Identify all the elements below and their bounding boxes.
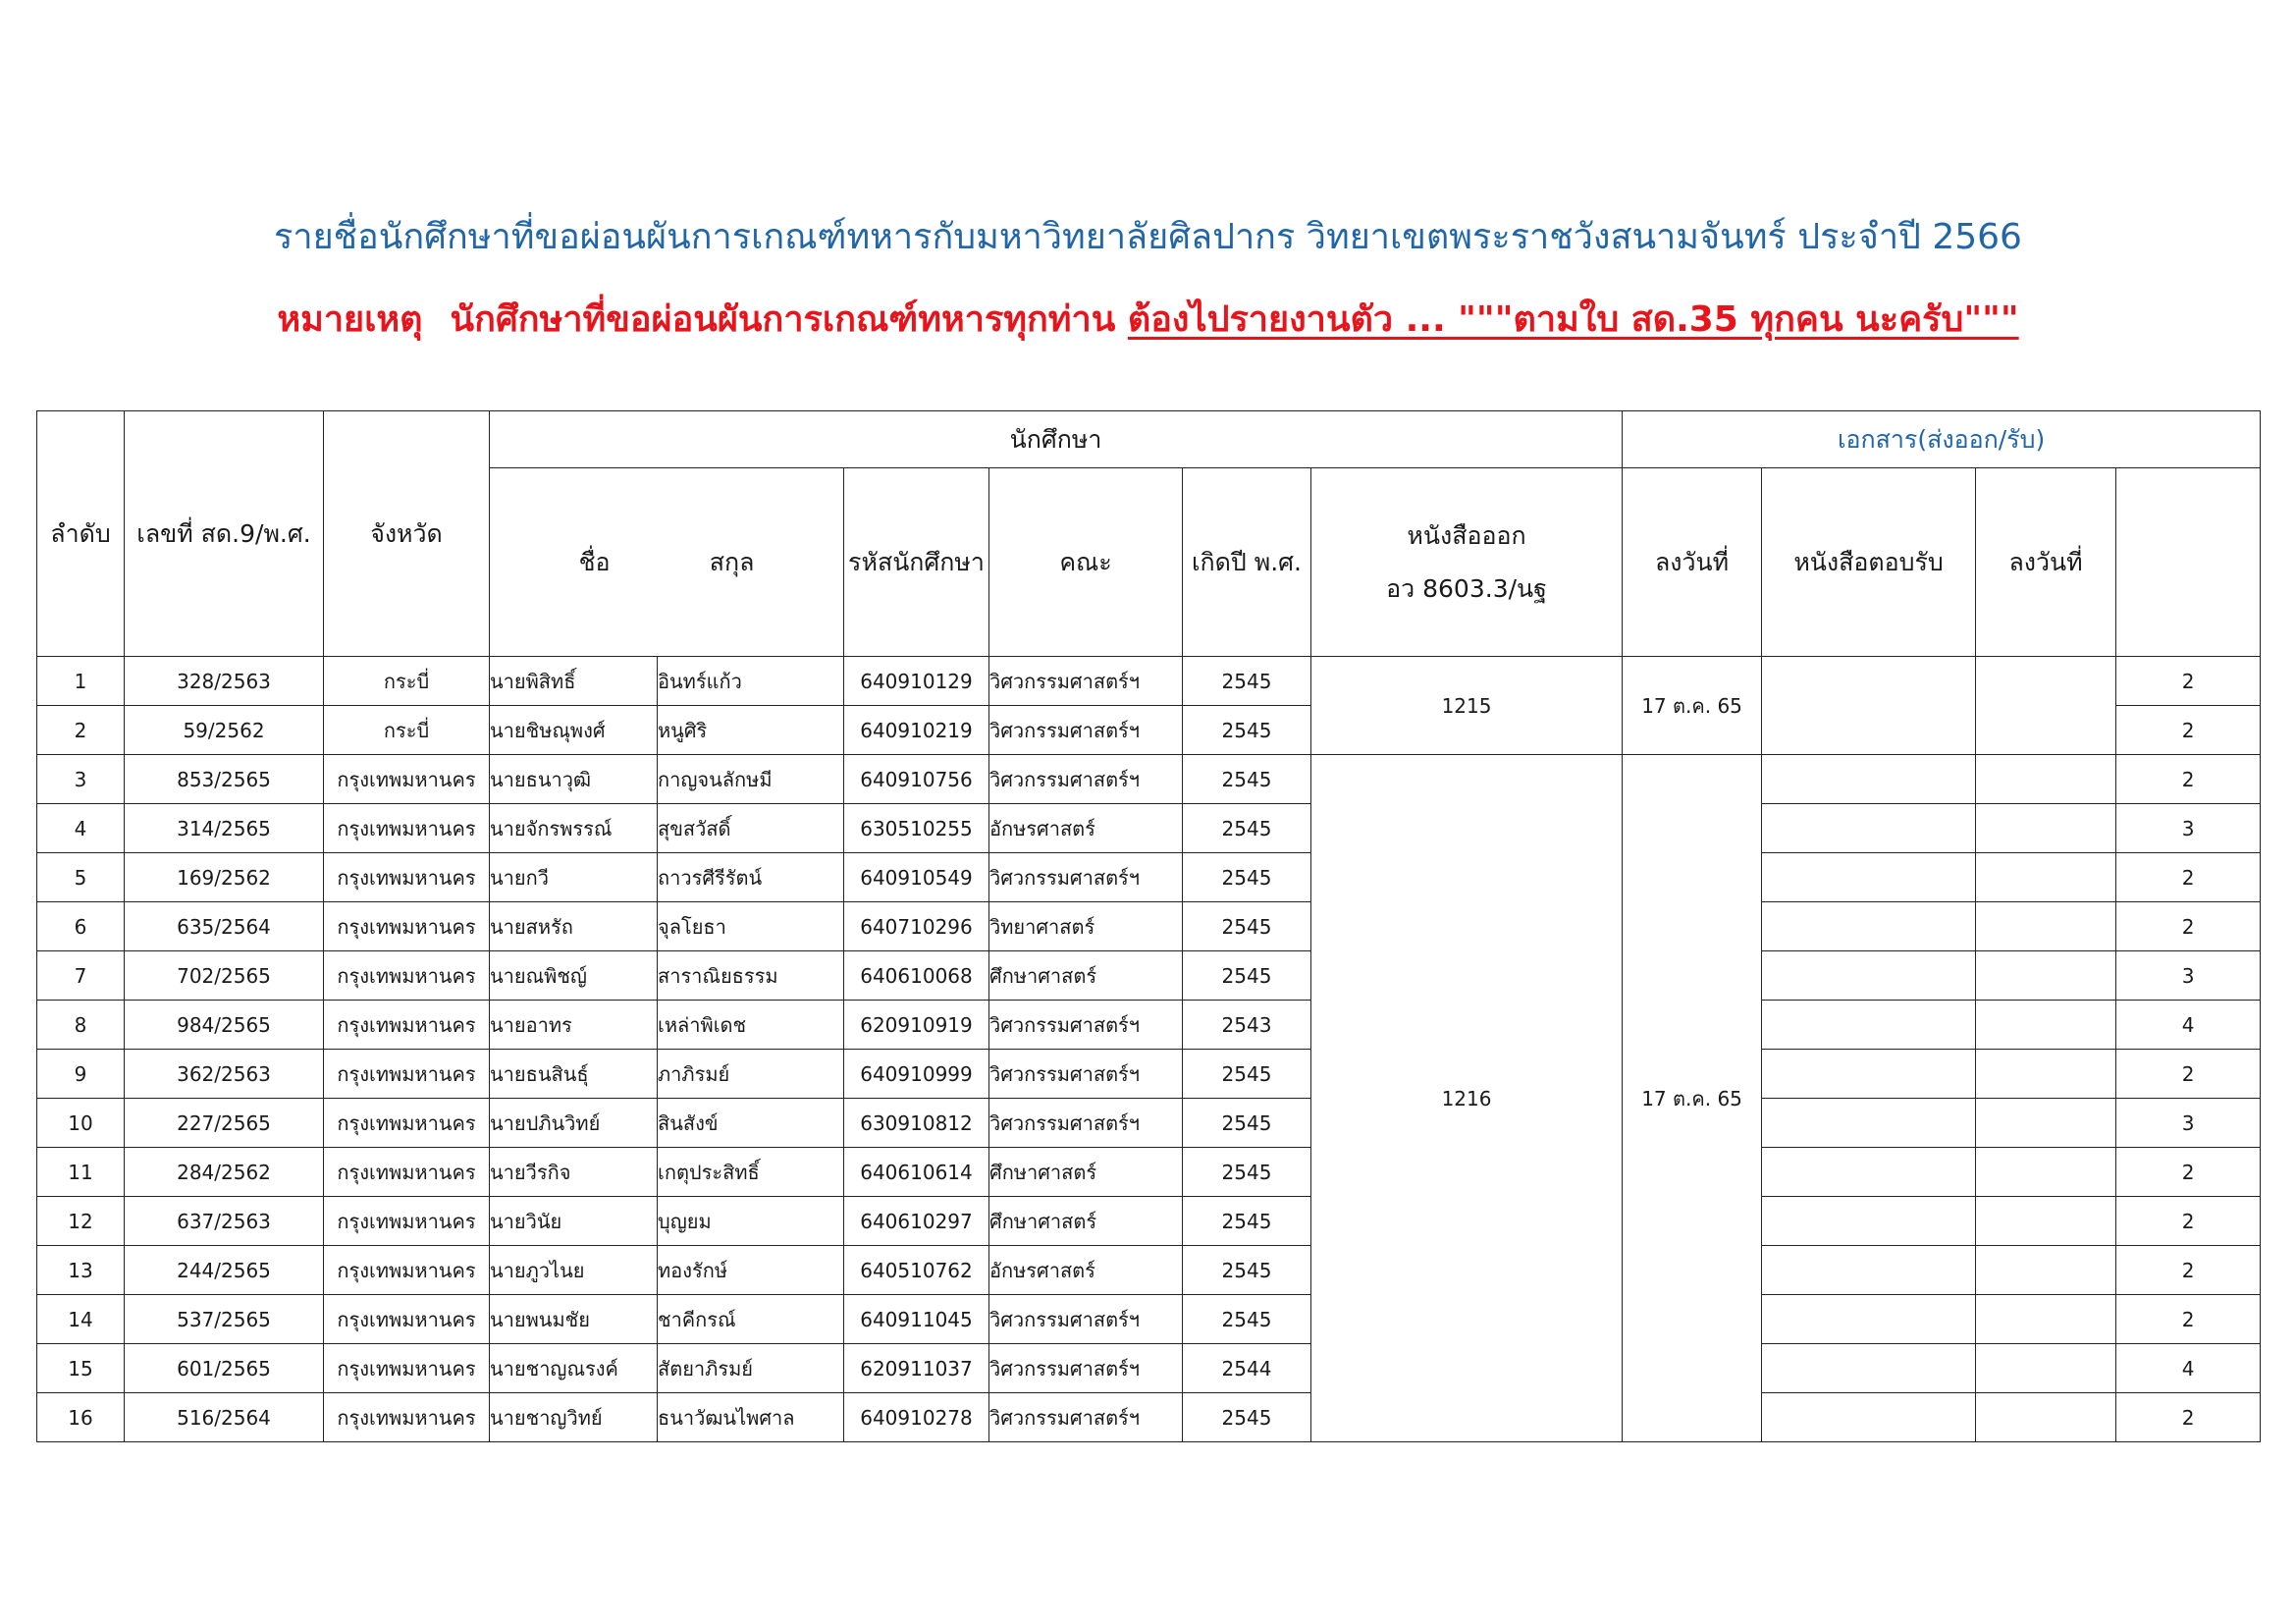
- header-birth-year: เกิดปี พ.ศ.: [1183, 468, 1311, 657]
- cell-seq: 5: [37, 853, 125, 902]
- cell-date-reply: [1976, 1001, 2116, 1050]
- cell-first-name: นายณพิชญ์: [490, 951, 658, 1001]
- cell-birth-year: 2545: [1183, 804, 1311, 853]
- cell-doc-reply: [1762, 1099, 1976, 1148]
- cell-date-reply: [1976, 755, 2116, 804]
- cell-date-reply: [1976, 853, 2116, 902]
- cell-doc-reply: [1762, 755, 1976, 804]
- header-province: จังหวัด: [324, 411, 490, 657]
- table-row: [37, 804, 2261, 853]
- cell-student-id: 640610297: [844, 1197, 989, 1246]
- cell-doc-reply: [1762, 1050, 1976, 1099]
- cell-doc-reply: [1762, 657, 1976, 755]
- cell-first-name: นายชาญณรงค์: [490, 1344, 658, 1393]
- cell-first-name: นายชิษณุพงศ์: [490, 706, 658, 755]
- cell-faculty: วิศวกรรมศาสตร์ฯ: [989, 1393, 1183, 1442]
- cell-province: กรุงเทพมหานคร: [324, 1099, 490, 1148]
- cell-province: กรุงเทพมหานคร: [324, 804, 490, 853]
- cell-seq: 12: [37, 1197, 125, 1246]
- header-doc-reply: หนังสือตอบรับ: [1762, 468, 1976, 657]
- cell-faculty: ศึกษาศาสตร์: [989, 1197, 1183, 1246]
- cell-year-level: 2: [2116, 853, 2261, 902]
- cell-first-name: นายวินัย: [490, 1197, 658, 1246]
- cell-year-level: 2: [2116, 1393, 2261, 1442]
- cell-last-name: ธนาวัฒนไพศาล: [658, 1393, 844, 1442]
- cell-birth-year: 2545: [1183, 1099, 1311, 1148]
- table-row: [37, 1393, 2261, 1442]
- cell-sd9: 537/2565: [125, 1295, 324, 1344]
- cell-student-id: 640510762: [844, 1246, 989, 1295]
- header-student-group: นักศึกษา: [490, 411, 1623, 468]
- cell-faculty: วิศวกรรมศาสตร์ฯ: [989, 1001, 1183, 1050]
- cell-province: กรุงเทพมหานคร: [324, 1246, 490, 1295]
- cell-birth-year: 2544: [1183, 1344, 1311, 1393]
- cell-date-reply: [1976, 1197, 2116, 1246]
- cell-year-level: 3: [2116, 804, 2261, 853]
- student-table: [36, 410, 2261, 1442]
- cell-date-reply: [1976, 1344, 2116, 1393]
- cell-year-level: 2: [2116, 902, 2261, 951]
- cell-sd9: 244/2565: [125, 1246, 324, 1295]
- cell-province: กรุงเทพมหานคร: [324, 951, 490, 1001]
- cell-date-reply: [1976, 1393, 2116, 1442]
- table-row: [37, 657, 2261, 706]
- cell-year-level: 4: [2116, 1344, 2261, 1393]
- cell-sd9: 227/2565: [125, 1099, 324, 1148]
- cell-first-name: นายสหรัถ: [490, 902, 658, 951]
- cell-birth-year: 2545: [1183, 1050, 1311, 1099]
- cell-date-reply: [1976, 951, 2116, 1001]
- cell-year-level: 2: [2116, 1050, 2261, 1099]
- cell-year-level: 2: [2116, 657, 2261, 706]
- cell-date-reply: [1976, 902, 2116, 951]
- cell-birth-year: 2545: [1183, 755, 1311, 804]
- cell-doc-reply: [1762, 1001, 1976, 1050]
- student-rows: [37, 657, 2261, 1442]
- cell-sd9: 284/2562: [125, 1148, 324, 1197]
- cell-last-name: อินทร์แก้ว: [658, 657, 844, 706]
- table-row: [37, 1099, 2261, 1148]
- header-docs-group: เอกสาร(ส่งออก/รับ): [1623, 411, 2261, 468]
- cell-province: กรุงเทพมหานคร: [324, 853, 490, 902]
- cell-birth-year: 2545: [1183, 1246, 1311, 1295]
- cell-student-id: 630910812: [844, 1099, 989, 1148]
- header-doc-out-line1: หนังสือออก: [1407, 520, 1526, 550]
- cell-sd9: 984/2565: [125, 1001, 324, 1050]
- table-row: [37, 902, 2261, 951]
- header-seq: ลำดับ: [37, 411, 125, 657]
- table-row: [37, 853, 2261, 902]
- table-row: [37, 1344, 2261, 1393]
- cell-seq: 7: [37, 951, 125, 1001]
- cell-birth-year: 2543: [1183, 1001, 1311, 1050]
- cell-seq: 15: [37, 1344, 125, 1393]
- cell-doc-reply: [1762, 902, 1976, 951]
- cell-birth-year: 2545: [1183, 853, 1311, 902]
- cell-last-name: ทองรักษ์: [658, 1246, 844, 1295]
- cell-faculty: วิศวกรรมศาสตร์ฯ: [989, 755, 1183, 804]
- cell-first-name: นายธนสินธุ์: [490, 1050, 658, 1099]
- cell-last-name: หนูศิริ: [658, 706, 844, 755]
- cell-province: กรุงเทพมหานคร: [324, 1393, 490, 1442]
- cell-faculty: ศึกษาศาสตร์: [989, 951, 1183, 1001]
- cell-doc-reply: [1762, 1148, 1976, 1197]
- table-row: [37, 1295, 2261, 1344]
- cell-province: กรุงเทพมหานคร: [324, 1344, 490, 1393]
- cell-seq: 10: [37, 1099, 125, 1148]
- cell-province: กรุงเทพมหานคร: [324, 1148, 490, 1197]
- cell-doc-reply: [1762, 1295, 1976, 1344]
- cell-birth-year: 2545: [1183, 1197, 1311, 1246]
- cell-sd9: 314/2565: [125, 804, 324, 853]
- table-row: [37, 1197, 2261, 1246]
- cell-doc-out-number: 1216: [1311, 755, 1623, 1442]
- cell-sd9: 702/2565: [125, 951, 324, 1001]
- cell-doc-out-date: 17 ต.ค. 65: [1623, 755, 1762, 1442]
- cell-first-name: นายภูวไนย: [490, 1246, 658, 1295]
- cell-doc-reply: [1762, 1246, 1976, 1295]
- cell-last-name: บุญยม: [658, 1197, 844, 1246]
- cell-year-level: 2: [2116, 755, 2261, 804]
- cell-first-name: นายปภินวิทย์: [490, 1099, 658, 1148]
- cell-student-id: 640910129: [844, 657, 989, 706]
- cell-sd9: 637/2563: [125, 1197, 324, 1246]
- cell-sd9: 601/2565: [125, 1344, 324, 1393]
- table-row: [37, 1050, 2261, 1099]
- cell-sd9: 362/2563: [125, 1050, 324, 1099]
- cell-date-reply: [1976, 1148, 2116, 1197]
- header-faculty: คณะ: [989, 468, 1183, 657]
- cell-last-name: จุลโยธา: [658, 902, 844, 951]
- cell-first-name: นายพนมชัย: [490, 1295, 658, 1344]
- cell-first-name: นายอาทร: [490, 1001, 658, 1050]
- cell-student-id: 640910278: [844, 1393, 989, 1442]
- cell-seq: 16: [37, 1393, 125, 1442]
- cell-student-id: 640710296: [844, 902, 989, 951]
- cell-student-id: 640610614: [844, 1148, 989, 1197]
- table-row: [37, 1148, 2261, 1197]
- cell-date-reply: [1976, 1246, 2116, 1295]
- cell-sd9: 59/2562: [125, 706, 324, 755]
- cell-year-level: 2: [2116, 1197, 2261, 1246]
- cell-student-id: 620911037: [844, 1344, 989, 1393]
- cell-faculty: วิศวกรรมศาสตร์ฯ: [989, 706, 1183, 755]
- header-last-name: สกุล: [709, 547, 755, 576]
- cell-sd9: 516/2564: [125, 1393, 324, 1442]
- cell-last-name: สาราณิยธรรม: [658, 951, 844, 1001]
- cell-faculty: อักษรศาสตร์: [989, 1246, 1183, 1295]
- cell-doc-reply: [1762, 1197, 1976, 1246]
- cell-province: กรุงเทพมหานคร: [324, 1295, 490, 1344]
- cell-faculty: ศึกษาศาสตร์: [989, 1148, 1183, 1197]
- cell-student-id: 640910549: [844, 853, 989, 902]
- cell-province: กรุงเทพมหานคร: [324, 755, 490, 804]
- cell-last-name: สุขสวัสดิ์: [658, 804, 844, 853]
- cell-last-name: สัตยาภิรมย์: [658, 1344, 844, 1393]
- cell-seq: 4: [37, 804, 125, 853]
- cell-doc-reply: [1762, 951, 1976, 1001]
- cell-doc-reply: [1762, 1393, 1976, 1442]
- cell-doc-reply: [1762, 804, 1976, 853]
- cell-seq: 6: [37, 902, 125, 951]
- cell-birth-year: 2545: [1183, 902, 1311, 951]
- cell-sd9: 853/2565: [125, 755, 324, 804]
- note-text: นักศึกษาที่ขอผ่อนผันการเกณฑ์ทหารทุกท่าน: [450, 299, 1116, 340]
- cell-seq: 13: [37, 1246, 125, 1295]
- cell-seq: 14: [37, 1295, 125, 1344]
- cell-year-level: 2: [2116, 1246, 2261, 1295]
- header-student-id: รหัสนักศึกษา: [844, 468, 989, 657]
- header-date-reply: ลงวันที่: [1976, 468, 2116, 657]
- cell-first-name: นายจักรพรรณ์: [490, 804, 658, 853]
- table-row: [37, 1001, 2261, 1050]
- cell-sd9: 328/2563: [125, 657, 324, 706]
- cell-last-name: สินสังข์: [658, 1099, 844, 1148]
- cell-date-reply: [1976, 1295, 2116, 1344]
- cell-birth-year: 2545: [1183, 951, 1311, 1001]
- cell-date-reply: [1976, 657, 2116, 755]
- cell-faculty: วิศวกรรมศาสตร์ฯ: [989, 1344, 1183, 1393]
- cell-student-id: 640610068: [844, 951, 989, 1001]
- cell-doc-out-date: 17 ต.ค. 65: [1623, 657, 1762, 755]
- cell-doc-reply: [1762, 1344, 1976, 1393]
- cell-faculty: วิศวกรรมศาสตร์ฯ: [989, 1050, 1183, 1099]
- cell-faculty: วิศวกรรมศาสตร์ฯ: [989, 657, 1183, 706]
- cell-province: กรุงเทพมหานคร: [324, 902, 490, 951]
- cell-first-name: นายชาญวิทย์: [490, 1393, 658, 1442]
- cell-date-reply: [1976, 804, 2116, 853]
- header-name: [490, 468, 844, 657]
- cell-student-id: 640910999: [844, 1050, 989, 1099]
- table-row: [37, 1246, 2261, 1295]
- header-doc-out: [1311, 468, 1623, 657]
- cell-seq: 8: [37, 1001, 125, 1050]
- cell-birth-year: 2545: [1183, 657, 1311, 706]
- cell-doc-reply: [1762, 853, 1976, 902]
- cell-last-name: เหล่าพิเดช: [658, 1001, 844, 1050]
- header-doc-out-line2: อว 8603.3/นฐ: [1386, 573, 1547, 603]
- cell-last-name: ชาคีกรณ์: [658, 1295, 844, 1344]
- cell-year-level: 2: [2116, 1148, 2261, 1197]
- cell-first-name: นายวีรกิจ: [490, 1148, 658, 1197]
- page-title: รายชื่อนักศึกษาที่ขอผ่อนผันการเกณฑ์ทหารกับมหาวิทยาลัยศิลปากร วิทยาเขตพระราชวังสนามจันทร์ ประจำปี 2566: [274, 217, 2022, 257]
- cell-province: กรุงเทพมหานคร: [324, 1197, 490, 1246]
- cell-birth-year: 2545: [1183, 1295, 1311, 1344]
- cell-student-id: 630510255: [844, 804, 989, 853]
- cell-student-id: 620910919: [844, 1001, 989, 1050]
- cell-student-id: 640910219: [844, 706, 989, 755]
- cell-first-name: นายกวี: [490, 853, 658, 902]
- cell-first-name: นายพิสิทธิ์: [490, 657, 658, 706]
- cell-student-id: 640911045: [844, 1295, 989, 1344]
- cell-last-name: ภาภิรมย์: [658, 1050, 844, 1099]
- header-sd9: เลขที่ สด.9/พ.ศ.: [125, 411, 324, 657]
- cell-seq: 2: [37, 706, 125, 755]
- cell-province: กระบี่: [324, 706, 490, 755]
- cell-faculty: วิศวกรรมศาสตร์ฯ: [989, 853, 1183, 902]
- cell-birth-year: 2545: [1183, 706, 1311, 755]
- cell-faculty: วิศวกรรมศาสตร์ฯ: [989, 1295, 1183, 1344]
- cell-last-name: กาญจนลักษมี: [658, 755, 844, 804]
- cell-faculty: วิศวกรรมศาสตร์ฯ: [989, 1099, 1183, 1148]
- cell-province: กรุงเทพมหานคร: [324, 1001, 490, 1050]
- cell-faculty: วิทยาศาสตร์: [989, 902, 1183, 951]
- cell-seq: 9: [37, 1050, 125, 1099]
- cell-date-reply: [1976, 1050, 2116, 1099]
- note-label: หมายเหตุ: [277, 299, 423, 340]
- cell-date-reply: [1976, 1099, 2116, 1148]
- table-row: [37, 755, 2261, 804]
- cell-year-level: 3: [2116, 1099, 2261, 1148]
- cell-year-level: 4: [2116, 1001, 2261, 1050]
- page-note: [0, 291, 2296, 347]
- cell-last-name: เกตุประสิทธิ์: [658, 1148, 844, 1197]
- cell-province: กระบี่: [324, 657, 490, 706]
- cell-province: กรุงเทพมหานคร: [324, 1050, 490, 1099]
- cell-birth-year: 2545: [1183, 1148, 1311, 1197]
- cell-year-level: 2: [2116, 1295, 2261, 1344]
- cell-seq: 3: [37, 755, 125, 804]
- table-row: [37, 951, 2261, 1001]
- cell-faculty: อักษรศาสตร์: [989, 804, 1183, 853]
- cell-year-level: 3: [2116, 951, 2261, 1001]
- cell-first-name: นายธนาวุฒิ: [490, 755, 658, 804]
- header-date-out: ลงวันที่: [1623, 468, 1762, 657]
- cell-seq: 1: [37, 657, 125, 706]
- cell-year-level: 2: [2116, 706, 2261, 755]
- header-first-name: ชื่อ: [578, 547, 611, 576]
- cell-seq: 11: [37, 1148, 125, 1197]
- cell-doc-out-number: 1215: [1311, 657, 1623, 755]
- cell-sd9: 169/2562: [125, 853, 324, 902]
- cell-sd9: 635/2564: [125, 902, 324, 951]
- cell-last-name: ถาวรศีรีรัตน์: [658, 853, 844, 902]
- cell-birth-year: 2545: [1183, 1393, 1311, 1442]
- cell-student-id: 640910756: [844, 755, 989, 804]
- note-underlined-text: ต้องไปรายงานตัว ... """ตามใบ สด.35 ทุกคน นะครับ""": [1127, 299, 2019, 340]
